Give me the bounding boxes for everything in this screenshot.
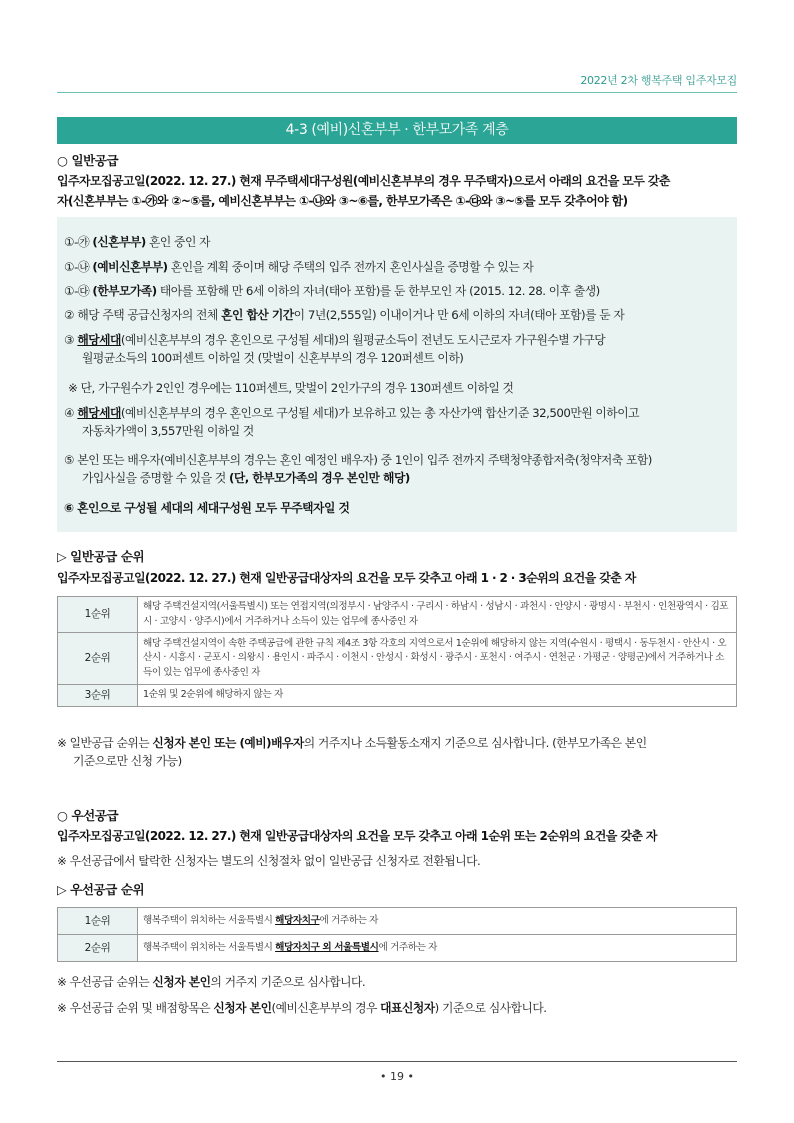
- req-single-parent: [64, 282, 600, 300]
- rank-cell: 1순위: [58, 597, 138, 633]
- note-bold: 신청자 본인 또는 (예비)배우자: [152, 736, 304, 750]
- req-3-text2: 월평균소득의 100퍼센트 이하일 것 (맞벌이 신혼부부의 경우 120퍼센트 이하): [82, 351, 464, 365]
- note1-prefix: ※ 우선공급 순위는: [57, 975, 153, 989]
- req-1a-number: ①-㉮: [64, 235, 93, 249]
- note2-prefix: ※ 우선공급 순위 및 배점항목은: [57, 1001, 214, 1015]
- footer-divider: [57, 1061, 737, 1062]
- req-4-text1: (예비신혼부부의 경우 혼인으로 구성될 세대)가 보유하고 있는 총 자산가액 합산기준 32,500만원 이하이고: [120, 406, 639, 420]
- priority-rank-table: [57, 907, 737, 962]
- table-row: [58, 908, 737, 935]
- row2-prefix: 행복주택이 위치하는 서울특별시: [143, 941, 276, 953]
- rank-cell: 3순위: [58, 685, 138, 707]
- priority-note: ※ 우선공급에서 탈락한 신청자는 별도의 신청절차 없이 일반공급 신청자로 전환됩니다.: [57, 854, 481, 868]
- general-lead-line1: 입주자모집공고일(2022. 12. 27.) 현재 무주택세대구성원(예비신혼부부의 경우 무주택자)으로서 아래의 요건을 모두 갖춘: [57, 174, 670, 188]
- note2-suffix: ) 기준으로 심사합니다.: [434, 1001, 547, 1015]
- req-4-text2: 자동차가액이 3,557만원 이하일 것: [82, 424, 254, 438]
- req-5-bold: (단, 한부모가족의 경우 본인만 해당): [229, 471, 410, 485]
- req-3-text1: (예비신혼부부의 경우 혼인으로 구성될 세대)의 월평균소득이 전년도 도시근로자 가구원수별 가구당: [120, 333, 606, 347]
- running-header: 2022년 2차 행복주택 입주자모집: [580, 74, 737, 87]
- priority-rank-heading: ▷ 우선공급 순위: [57, 882, 145, 897]
- req-pre-newlywed: [64, 258, 533, 276]
- general-lead-line2: 자(신혼부부는 ①-㉮와 ②~⑤를, 예비신혼부부는 ①-㉯와 ③~⑥를, 한부모가족은 ①-㉰와 ③~⑤를 모두 갖추어야 함): [57, 194, 628, 208]
- table-row: [58, 935, 737, 962]
- req-income-note: ※ 단, 가구원수가 2인인 경우에는 110퍼센트, 맞벌이 2인가구의 경우 130퍼센트 이하일 것: [68, 381, 514, 395]
- req-1b-text: 혼인을 계획 중이며 해당 주택의 입주 전까지 혼인사실을 증명할 수 있는 자: [167, 260, 534, 274]
- req-marriage-period: [64, 306, 624, 324]
- general-supply-heading: ○ 일반공급: [57, 153, 119, 168]
- page-number: • 19 •: [380, 1070, 414, 1083]
- req-2-prefix: ② 해당 주택 공급신청자의 전체: [64, 308, 222, 322]
- req-2-bold: 혼인 합산 기간: [221, 308, 294, 322]
- priority-lead: 입주자모집공고일(2022. 12. 27.) 현재 일반공급대상자의 요건을 모두 갖추고 아래 1순위 또는 2순위의 요건을 갖춘 자: [57, 829, 657, 843]
- general-rank-note: [57, 734, 747, 770]
- req-homeless: ⑥ 혼인으로 구성될 세대의 세대구성원 모두 무주택자일 것: [64, 501, 350, 515]
- req-1b-number: ①-㉯: [64, 260, 93, 274]
- req-4-number: ④: [64, 406, 78, 420]
- table-row: [58, 597, 737, 633]
- req-1b-label: (예비신혼부부): [92, 260, 168, 274]
- req-1c-text: 태아를 포함해 만 6세 이하의 자녀(태아 포함)를 둔 한부모인 자 (2015. 12. 28. 이후 출생): [156, 284, 600, 298]
- rank-description: 1순위 및 2순위에 해당하지 않는 자: [138, 685, 737, 707]
- general-rank-table: [57, 596, 737, 707]
- note2-bold2: 대표신청자: [380, 1001, 435, 1015]
- note2-mid: (예비신혼부부의 경우: [271, 1001, 381, 1015]
- note-text2: 기준으로만 신청 가능): [73, 754, 182, 768]
- note1-bold: 신청자 본인: [152, 975, 211, 989]
- row2-bold: 해당자치구 외 서울특별시: [275, 941, 379, 953]
- general-rank-lead: 입주자모집공고일(2022. 12. 27.) 현재 일반공급대상자의 요건을 모두 갖추고 아래 1 · 2 · 3순위의 요건을 갖춘 자: [57, 571, 636, 585]
- req-3-number: ③: [64, 333, 78, 347]
- row1-suffix: 에 거주하는 자: [319, 914, 378, 926]
- note-text1: 의 거주지나 소득활동소재지 기준으로 심사합니다. (한부모가족은 본인: [303, 736, 647, 750]
- rank-description: 해당 주택건설지역(서울특별시) 또는 연접지역(의정부시 · 남양주시 · 구리시 · 하남시 · 성남시 · 과천시 · 안양시 · 광명시 · 부천시 · 인천광역시 · 김포시 · 고양시 · 양주시)에서 거주하거나 소득이 있는 업무에 종사중인 자: [138, 597, 737, 633]
- row2-suffix: 에 거주하는 자: [378, 941, 438, 953]
- general-rank-heading: ▷ 일반공급 순위: [57, 549, 145, 564]
- section-title: 4-3 (예비)신혼부부 · 한부모가족 계층: [57, 117, 737, 144]
- priority-supply-heading: ○ 우선공급: [57, 808, 119, 823]
- table-row: [58, 685, 737, 707]
- req-1a-label: (신혼부부): [92, 235, 146, 249]
- req-3-bold: 해당세대: [77, 333, 121, 347]
- rank-description: [138, 935, 737, 962]
- req-5-text2: 가입사실을 증명할 수 있을 것: [82, 471, 229, 485]
- req-newlywed: [64, 233, 210, 251]
- table-row: [58, 633, 737, 685]
- priority-rank-note2: [57, 999, 547, 1017]
- req-1c-number: ①-㉰: [64, 284, 93, 298]
- req-income: [64, 331, 605, 367]
- row1-prefix: 행복주택이 위치하는 서울특별시: [143, 914, 276, 926]
- rank-cell: 1순위: [58, 908, 138, 935]
- priority-rank-note1: [57, 973, 365, 991]
- note1-suffix: 의 거주지 기준으로 심사합니다.: [210, 975, 366, 989]
- req-1c-label: (한부모가족): [92, 284, 157, 298]
- rank-cell: 2순위: [58, 935, 138, 962]
- row1-bold: 해당자치구: [275, 914, 320, 926]
- rank-description: 해당 주택건설지역이 속한 주택공급에 관한 규칙 제4조 3항 각호의 지역으로서 1순위에 해당하지 않는 지역(수원시 · 평택시 · 동두천시 · 안산시 · 오산시 · 시흥시 · 군포시 · 의왕시 · 용인시 · 파주시 · 이천시 · 안성시 · 화성시 · 광주시 · 포천시 · 여주시 · 연천군 · 가평군 · 양평군)에서 거주하거나 소득이 있는 업무에 종사중인 자: [138, 633, 737, 685]
- req-2-text: 이 7년(2,555일) 이내이거나 만 6세 이하의 자녀(태아 포함)를 둔 자: [293, 308, 625, 322]
- req-5-text1: ⑤ 본인 또는 배우자(예비신혼부부의 경우는 혼인 예정인 배우자) 중 1인이 입주 전까지 주택청약종합저축(청약저축 포함): [64, 453, 652, 467]
- note-prefix: ※ 일반공급 순위는: [57, 736, 153, 750]
- req-1a-text: 혼인 중인 자: [145, 235, 210, 249]
- rank-description: [138, 908, 737, 935]
- header-divider: [57, 92, 737, 93]
- req-4-bold: 해당세대: [77, 406, 121, 420]
- note2-bold1: 신청자 본인: [213, 1001, 272, 1015]
- rank-cell: 2순위: [58, 633, 138, 685]
- req-savings: [64, 451, 652, 487]
- req-assets: [64, 404, 639, 440]
